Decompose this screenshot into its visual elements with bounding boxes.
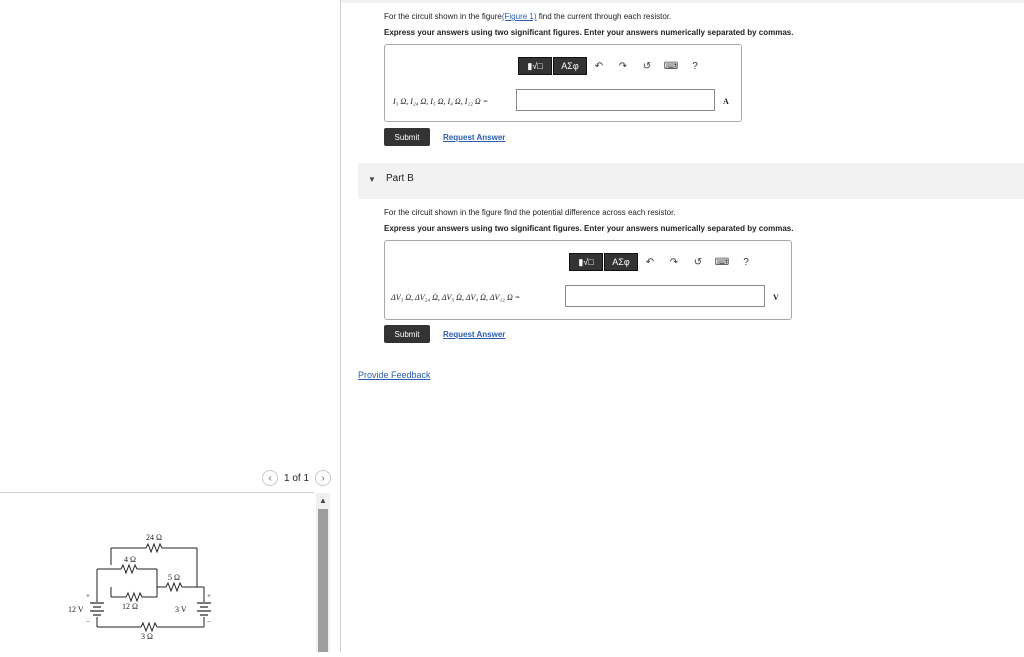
resistor-3 <box>141 623 157 631</box>
part-a-request-answer-link[interactable]: Request Answer <box>443 133 506 142</box>
part-a-prompt-suffix: find the current through each resistor. <box>536 12 672 21</box>
resistor-5 <box>166 583 182 591</box>
template-button[interactable]: ▮√□ <box>518 57 552 75</box>
minus-sign-right: − <box>207 618 211 626</box>
part-b-header[interactable] <box>358 163 1024 199</box>
figure-link[interactable]: (Figure 1) <box>501 12 537 21</box>
question-panel <box>341 0 1024 652</box>
part-b-answer-box <box>384 240 792 320</box>
chevron-right-icon: › <box>321 472 325 484</box>
part-a-toolbar <box>518 57 707 75</box>
label-4-ohm: 4 Ω <box>124 555 136 564</box>
plus-sign-left: + <box>86 592 90 600</box>
resistor-12 <box>126 593 142 601</box>
resistor-4 <box>121 565 137 573</box>
circuit-diagram <box>0 493 314 652</box>
keyboard-icon[interactable]: ⌨ <box>663 60 679 72</box>
part-a-answer-input[interactable] <box>516 89 715 111</box>
minus-sign-left: − <box>86 618 90 626</box>
part-b-equation-label: ΔV₃ Ω, ΔV₂₄ Ω, ΔV₅ Ω, ΔV₄ Ω, ΔV₁₂ Ω = <box>391 293 521 302</box>
label-12-volt: 12 V <box>68 605 84 614</box>
scroll-up-arrow-icon[interactable]: ▲ <box>319 495 327 505</box>
symbols-button[interactable]: ΑΣφ <box>604 253 638 271</box>
next-figure-button[interactable] <box>315 470 331 486</box>
plus-sign-right: + <box>207 592 211 600</box>
undo-icon[interactable]: ↶ <box>594 60 604 72</box>
part-a-prompt <box>384 12 671 21</box>
part-b-unit: V <box>773 293 779 302</box>
part-a-prompt-prefix: For the circuit shown in the figure <box>384 12 502 21</box>
figure-navigation <box>262 469 331 487</box>
scroll-thumb[interactable] <box>318 509 328 652</box>
figure-scrollbar[interactable] <box>316 493 330 652</box>
part-a-equation-label: I₃ Ω, I₂₄ Ω, I₅ Ω, I₄ Ω, I₁₂ Ω = <box>393 97 489 106</box>
help-icon[interactable]: ? <box>692 60 698 72</box>
redo-icon[interactable]: ↷ <box>618 60 628 72</box>
symbols-button[interactable]: ΑΣφ <box>553 57 587 75</box>
part-a-submit-button[interactable]: Submit <box>384 128 430 146</box>
label-3-volt: 3 V <box>175 605 187 614</box>
figure-page-indicator: 1 of 1 <box>284 472 310 484</box>
part-a-answer-box <box>384 44 742 122</box>
part-b-request-answer-link[interactable]: Request Answer <box>443 330 506 339</box>
undo-icon[interactable]: ↶ <box>645 256 655 268</box>
part-a-header-strip <box>341 0 1024 3</box>
part-b-answer-input[interactable] <box>565 285 765 307</box>
reset-icon[interactable]: ↺ <box>642 60 652 72</box>
part-a-instruction: Express your answers using two significant figures. Enter your answers numerically separated by commas. <box>384 28 794 37</box>
resistor-24 <box>146 544 162 552</box>
part-a-unit: A <box>723 97 729 106</box>
help-icon[interactable]: ? <box>743 256 749 268</box>
figure-panel <box>0 0 340 652</box>
chevron-left-icon: ‹ <box>268 472 272 484</box>
label-24-ohm: 24 Ω <box>146 533 162 542</box>
part-b-instruction: Express your answers using two significant figures. Enter your answers numerically separated by commas. <box>384 224 794 233</box>
redo-icon[interactable]: ↷ <box>669 256 679 268</box>
template-button[interactable]: ▮√□ <box>569 253 603 271</box>
provide-feedback-link[interactable]: Provide Feedback <box>358 370 431 380</box>
collapse-arrow-icon[interactable]: ▼ <box>368 175 376 184</box>
previous-figure-button[interactable] <box>262 470 278 486</box>
part-b-title: Part B <box>386 173 414 184</box>
label-3-ohm: 3 Ω <box>141 632 153 641</box>
keyboard-icon[interactable]: ⌨ <box>714 256 730 268</box>
part-b-toolbar <box>569 253 758 271</box>
reset-icon[interactable]: ↺ <box>693 256 703 268</box>
part-b-prompt: For the circuit shown in the figure find the potential difference across each resistor. <box>384 208 676 217</box>
label-12-ohm: 12 Ω <box>122 602 138 611</box>
label-5-ohm: 5 Ω <box>168 573 180 582</box>
part-b-submit-button[interactable]: Submit <box>384 325 430 343</box>
circuit-figure <box>0 493 314 652</box>
